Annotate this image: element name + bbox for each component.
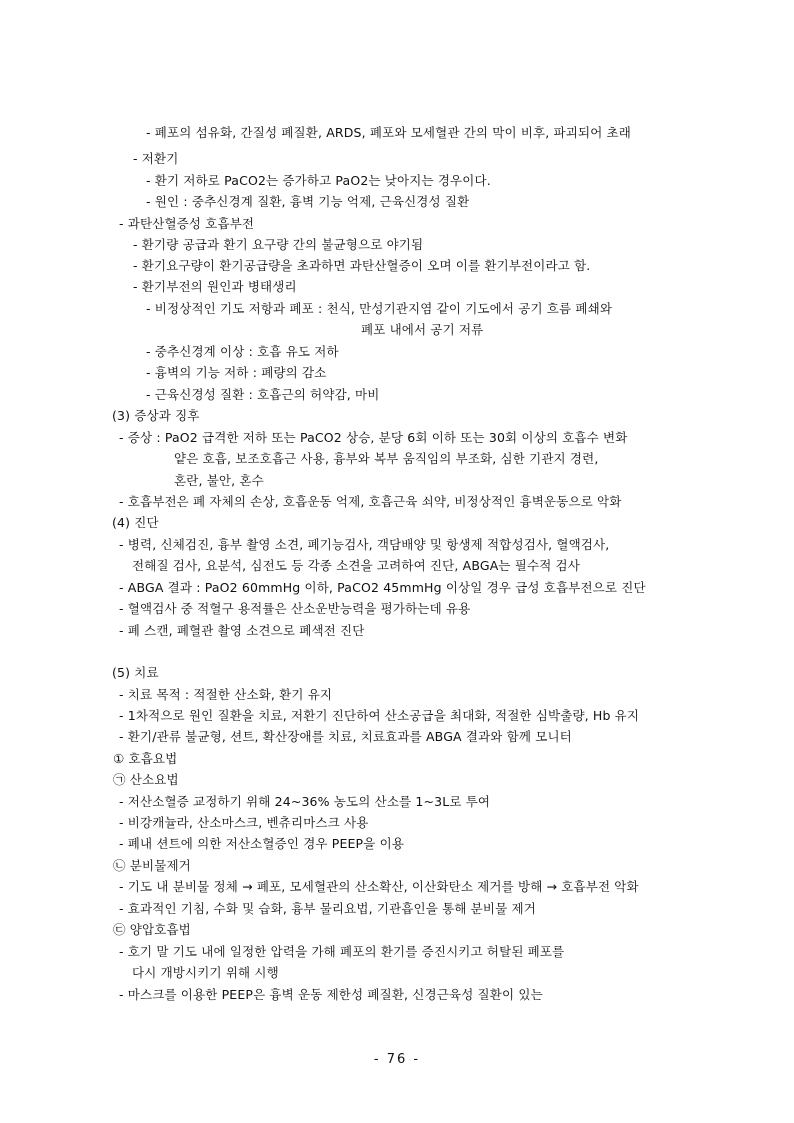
text-line: - 폐포의 섬유화, 간질성 폐질환, ARDS, 폐포와 모세혈관 간의 막이 비후, 파괴되어 초래 [146, 125, 632, 140]
text-line: - 치료 목적 : 적절한 산소화, 환기 유지 [119, 687, 333, 702]
text-line: 얕은 호흡, 보조호흡근 사용, 흉부와 복부 움직임의 부조화, 심한 기관지 경련, [174, 451, 599, 466]
page-number: - 76 - [373, 1052, 421, 1067]
text-line: - ABGA 결과 : PaO2 60mmHg 이하, PaCO2 45mmHg 이상일 경우 급성 호흡부전으로 진단 [119, 580, 646, 595]
section-heading: (3) 증상과 징후 [112, 408, 200, 423]
text-line: 폐포 내에서 공기 저류 [361, 322, 484, 337]
text-line: - 원인 : 중추신경계 질환, 흉벽 기능 억제, 근육신경성 질환 [146, 194, 470, 209]
text-line: - 증상 : PaO2 급격한 저하 또는 PaCO2 상승, 분당 6회 이하 또는 30회 이상의 호흡수 변화 [119, 430, 628, 445]
text-line: - 혈액검사 중 적혈구 용적률은 산소운반능력을 평가하는데 유용 [119, 601, 471, 616]
text-line: - 근육신경성 질환 : 호흡근의 허약감, 마비 [146, 387, 380, 402]
text-line: 다시 개방시키기 위해 시행 [132, 965, 279, 980]
text-line: - 환기부전의 원인과 병태생리 [133, 279, 297, 294]
text-line: - 흉벽의 기능 저하 : 폐량의 감소 [146, 365, 327, 380]
text-line: 혼란, 불안, 혼수 [174, 473, 264, 488]
subsection-heading: ㉠ 산소요법 [113, 772, 179, 787]
subsection-heading: ㉢ 양압호흡법 [113, 922, 191, 937]
text-line: - 비정상적인 기도 저항과 폐포 : 천식, 만성기관지염 같이 기도에서 공기 흐름 폐쇄와 [146, 301, 613, 316]
text-line: - 중추신경계 이상 : 호흡 유도 저하 [146, 344, 339, 359]
text-line: - 기도 내 분비물 정체 → 폐포, 모세혈관의 산소확산, 이산화탄소 제거를 방해 → 호흡부전 악화 [119, 879, 639, 894]
text-line: - 호기 말 기도 내에 일정한 압력을 가해 폐포의 환기를 증진시키고 허탈된 폐포를 [119, 944, 565, 959]
text-line: - 폐내 션트에 의한 저산소혈증인 경우 PEEP을 이용 [119, 836, 405, 851]
text-line: 전해질 검사, 요분석, 심전도 등 각종 소견을 고려하여 진단, ABGA는 필수적 검사 [132, 558, 580, 573]
text-line: - 1차적으로 원인 질환을 치료, 저환기 진단하여 산소공급을 최대화, 적절한 심박출량, Hb 유지 [119, 708, 640, 723]
text-line: - 폐 스캔, 폐혈관 촬영 소견으로 폐색전 진단 [119, 623, 365, 638]
text-line: - 병력, 신체검진, 흉부 촬영 소견, 폐기능검사, 객담배양 및 항생제 적합성검사, 혈액검사, [119, 537, 610, 552]
text-line: - 환기량 공급과 환기 요구량 간의 불균형으로 야기됨 [133, 237, 424, 252]
subsection-heading: ㉡ 분비물제거 [113, 858, 191, 873]
text-line: - 환기요구량이 환기공급량을 초과하면 과탄산혈증이 오며 이를 환기부전이라고 함. [133, 258, 591, 273]
text-line: - 효과적인 기침, 수화 및 습화, 흉부 물리요법, 기관흡인을 통해 분비물 제거 [119, 901, 536, 916]
text-line: - 저산소혈증 교정하기 위해 24~36% 농도의 산소를 1~3L로 투여 [119, 794, 491, 809]
section-heading: (4) 진단 [112, 515, 159, 530]
text-line: - 마스크를 이용한 PEEP은 흉벽 운동 제한성 폐질환, 신경근육성 질환이 있는 [119, 987, 543, 1002]
subsection-heading: ① 호흡요법 [113, 751, 178, 766]
text-line: - 과탄산혈증성 호흡부전 [119, 216, 255, 231]
text-line: - 저환기 [133, 151, 179, 166]
text-line: - 비강캐뉼라, 산소마스크, 벤츄리마스크 사용 [119, 815, 369, 830]
text-line: - 호흡부전은 폐 자체의 손상, 호흡운동 억제, 호흡근육 쇠약, 비정상적인 흉벽운동으로 악화 [119, 494, 622, 509]
text-line: - 환기/관류 불균형, 션트, 확산장애를 치료, 치료효과를 ABGA 결과와 함께 모니터 [119, 729, 572, 744]
section-heading: (5) 치료 [112, 665, 159, 680]
text-line: - 환기 저하로 PaCO2는 증가하고 PaO2는 낮아지는 경우이다. [146, 173, 491, 188]
